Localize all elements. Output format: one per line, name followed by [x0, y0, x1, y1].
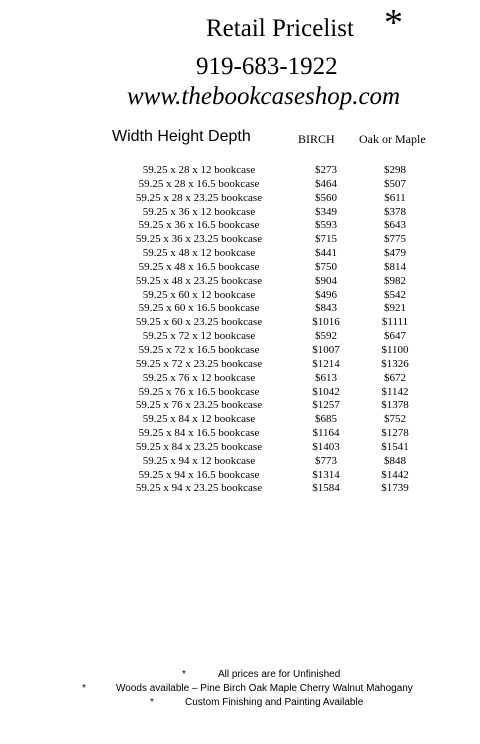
column-header-birch: BIRCH	[298, 132, 335, 146]
table-row	[0, 386, 480, 400]
birch-price: $773	[315, 454, 337, 467]
birch-price: $273	[315, 164, 337, 176]
oak-maple-price: $1278	[381, 427, 409, 440]
oak-maple-price: $814	[384, 260, 406, 273]
table-row	[0, 302, 480, 316]
footnote-marker: *	[82, 683, 86, 694]
oak-maple-price: $752	[384, 413, 406, 426]
table-row	[0, 289, 480, 303]
oak-maple-price: $298	[384, 164, 406, 176]
table-row	[0, 330, 480, 344]
oak-maple-price: $542	[384, 288, 406, 301]
oak-maple-price: $921	[384, 302, 406, 315]
table-row	[0, 178, 480, 192]
oak-maple-price: $1111	[381, 316, 409, 329]
oak-maple-price: $643	[384, 219, 406, 232]
column-header-dimensions: Width Height Depth	[112, 128, 251, 145]
birch-price: $496	[315, 288, 337, 301]
birch-price: $685	[315, 413, 337, 426]
birch-price: $1403	[312, 440, 340, 453]
table-row	[0, 233, 480, 247]
oak-maple-price: $378	[384, 205, 406, 218]
birch-price: $1016	[312, 316, 340, 329]
table-row	[0, 192, 480, 206]
birch-price: $843	[315, 302, 337, 315]
bookcase-size: 59.25 x 84 x 16.5 bookcase	[138, 427, 260, 440]
oak-maple-price: $1739	[381, 482, 409, 495]
birch-price: $1314	[312, 468, 340, 481]
birch-price: $560	[315, 191, 337, 204]
table-row	[0, 316, 480, 330]
bookcase-size: 59.25 x 36 x 12 bookcase	[142, 205, 256, 218]
birch-price: $1584	[312, 482, 340, 495]
table-row	[0, 482, 480, 496]
birch-price: $441	[315, 247, 337, 260]
bookcase-size: 59.25 x 94 x 23.25 bookcase	[135, 482, 263, 495]
birch-price: $904	[315, 274, 337, 287]
table-row	[0, 344, 480, 358]
bookcase-size: 59.25 x 36 x 16.5 bookcase	[138, 219, 260, 232]
table-row	[0, 399, 480, 413]
oak-maple-price: $1541	[381, 440, 409, 453]
table-row	[0, 219, 480, 233]
bookcase-size: 59.25 x 76 x 23.25 bookcase	[135, 399, 263, 412]
bookcase-size: 59.25 x 76 x 16.5 bookcase	[138, 385, 260, 398]
bookcase-size: 59.25 x 84 x 12 bookcase	[142, 413, 256, 426]
bookcase-size: 59.25 x 36 x 23.25 bookcase	[135, 233, 263, 246]
oak-maple-price: $1378	[381, 399, 409, 412]
footnote-woods: Woods available – Pine Birch Oak Maple Cherry Walnut Mahogany	[116, 683, 413, 694]
oak-maple-price: $1142	[381, 385, 409, 398]
birch-price: $464	[315, 177, 337, 190]
table-row	[0, 413, 480, 427]
birch-price: $1164	[312, 427, 340, 440]
bookcase-size: 59.25 x 76 x 12 bookcase	[142, 371, 256, 384]
bookcase-size: 59.25 x 72 x 23.25 bookcase	[135, 357, 263, 370]
birch-price: $1007	[312, 343, 340, 356]
table-row	[0, 275, 480, 289]
price-table	[0, 164, 480, 496]
bookcase-size: 59.25 x 72 x 16.5 bookcase	[138, 343, 260, 356]
birch-price: $349	[315, 205, 337, 218]
bookcase-size: 59.25 x 84 x 23.25 bookcase	[135, 440, 263, 453]
table-row	[0, 372, 480, 386]
oak-maple-price: $479	[384, 247, 406, 260]
table-row	[0, 469, 480, 483]
table-row	[0, 441, 480, 455]
bookcase-size: 59.25 x 28 x 16.5 bookcase	[138, 177, 260, 190]
birch-price: $1214	[312, 357, 340, 370]
birch-price: $1257	[312, 399, 340, 412]
oak-maple-price: $672	[384, 371, 406, 384]
footnote-custom: Custom Finishing and Painting Available	[185, 697, 364, 708]
bookcase-size: 59.25 x 48 x 12 bookcase	[142, 247, 256, 260]
phone-number: 919-683-1922	[196, 53, 338, 80]
bookcase-size: 59.25 x 28 x 12 bookcase	[142, 164, 256, 176]
column-header-oak-maple: Oak or Maple	[359, 132, 426, 146]
footnote-marker: *	[182, 669, 186, 680]
birch-price: $1042	[312, 385, 340, 398]
oak-maple-price: $647	[384, 330, 406, 343]
bookcase-size: 59.25 x 72 x 12 bookcase	[142, 330, 256, 343]
page-title: Retail Pricelist	[206, 15, 354, 42]
table-row	[0, 358, 480, 372]
bookcase-size: 59.25 x 60 x 23.25 bookcase	[135, 316, 263, 329]
bookcase-size: 59.25 x 48 x 23.25 bookcase	[135, 274, 263, 287]
birch-price: $715	[315, 233, 337, 246]
table-row	[0, 206, 480, 220]
oak-maple-price: $982	[384, 274, 406, 287]
oak-maple-price: $1100	[381, 343, 409, 356]
table-row	[0, 455, 480, 469]
website-url: www.thebookcaseshop.com	[127, 83, 401, 110]
table-row	[0, 261, 480, 275]
birch-price: $593	[315, 219, 337, 232]
birch-price: $613	[315, 371, 337, 384]
bookcase-size: 59.25 x 48 x 16.5 bookcase	[138, 260, 260, 273]
birch-price: $750	[315, 260, 337, 273]
asterisk-mark: *	[384, 2, 403, 44]
bookcase-size: 59.25 x 94 x 16.5 bookcase	[138, 468, 260, 481]
bookcase-size: 59.25 x 60 x 12 bookcase	[142, 288, 256, 301]
oak-maple-price: $1442	[381, 468, 409, 481]
bookcase-size: 59.25 x 60 x 16.5 bookcase	[138, 302, 260, 315]
footnote-unfinished: All prices are for Unfinished	[218, 669, 341, 680]
oak-maple-price: $507	[384, 177, 406, 190]
table-row	[0, 164, 480, 178]
footnote-marker: *	[150, 697, 154, 708]
bookcase-size: 59.25 x 94 x 12 bookcase	[142, 454, 256, 467]
table-row	[0, 427, 480, 441]
table-row	[0, 247, 480, 261]
oak-maple-price: $775	[384, 233, 406, 246]
oak-maple-price: $611	[384, 191, 406, 204]
oak-maple-price: $848	[384, 454, 406, 467]
bookcase-size: 59.25 x 28 x 23.25 bookcase	[135, 191, 263, 204]
birch-price: $592	[315, 330, 337, 343]
oak-maple-price: $1326	[381, 357, 409, 370]
